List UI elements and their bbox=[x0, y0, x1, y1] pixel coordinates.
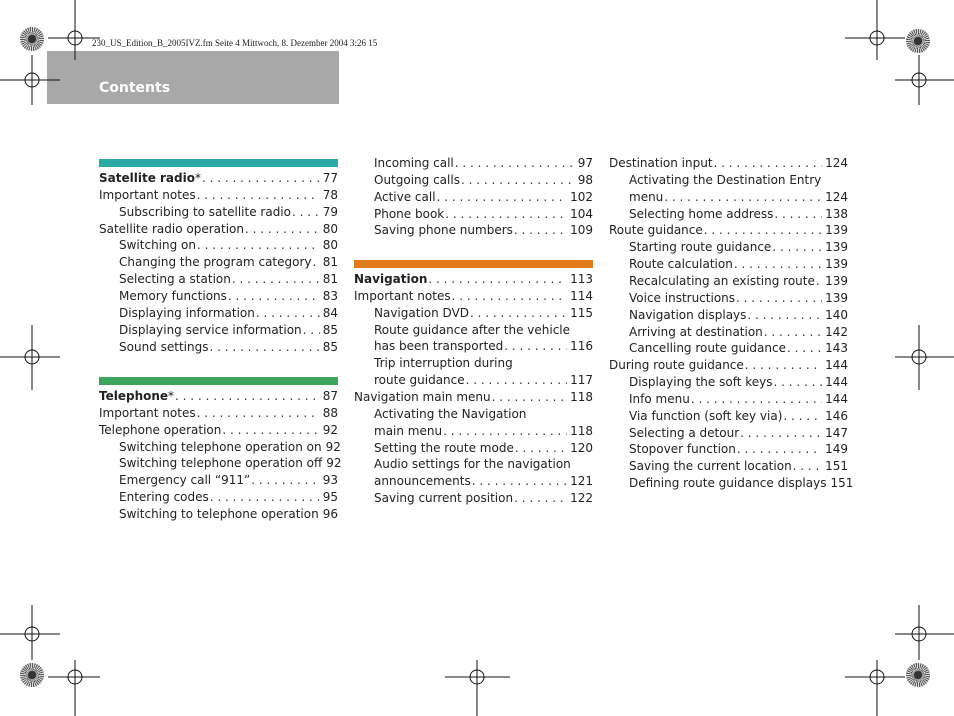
page-number: 143 bbox=[825, 341, 848, 356]
page-number: 92 bbox=[325, 439, 341, 454]
toc-label: Navigation main menu bbox=[354, 389, 491, 404]
optional-marker: * bbox=[168, 389, 175, 403]
toc-label: During route guidance bbox=[609, 358, 744, 373]
color-rosette-icon bbox=[20, 663, 44, 687]
crosshair-icon bbox=[895, 325, 954, 390]
page-number: 109 bbox=[570, 223, 593, 238]
toc-label: Emergency call “911” bbox=[119, 473, 251, 488]
page-number: 146 bbox=[825, 408, 848, 423]
page-number: 78 bbox=[322, 187, 338, 202]
toc-label: main menu bbox=[374, 423, 443, 438]
toc-label: Navigation bbox=[354, 272, 428, 286]
page-number: 114 bbox=[570, 288, 593, 303]
file-header: 230_US_Edition_B_2005IVZ.fm Seite 4 Mittwoch, 8. Dezember 2004 3:26 15 bbox=[92, 38, 378, 48]
toc-label: Destination input bbox=[609, 156, 713, 170]
crosshair-icon bbox=[0, 605, 60, 660]
page-number: 138 bbox=[825, 206, 848, 221]
optional-marker: * bbox=[194, 171, 201, 185]
toc-label: Displaying information bbox=[119, 305, 255, 320]
page-number: 118 bbox=[570, 389, 593, 404]
page-number: 92 bbox=[322, 422, 338, 437]
crosshair-icon bbox=[845, 0, 905, 60]
page-number: 77 bbox=[322, 171, 338, 185]
page-number: 144 bbox=[825, 375, 848, 390]
toc-label: route guidance bbox=[374, 373, 465, 388]
toc-label: Navigation displays bbox=[629, 307, 747, 322]
toc-label: Switching telephone operation off bbox=[119, 456, 323, 471]
page-number: 113 bbox=[570, 272, 593, 286]
toc-label: Important notes bbox=[99, 405, 196, 420]
toc-label: Important notes bbox=[354, 288, 451, 303]
page-number: 122 bbox=[570, 491, 593, 506]
toc-label: Defining route guidance displays bbox=[629, 476, 827, 491]
toc-label: Audio settings for the navigation bbox=[374, 457, 571, 472]
page-number: 95 bbox=[322, 490, 338, 505]
page-number: 151 bbox=[825, 459, 848, 474]
toc-label: Saving current position bbox=[374, 491, 514, 506]
page-number: 93 bbox=[322, 473, 338, 488]
crosshair-icon bbox=[895, 605, 954, 660]
toc-label: Saving the current location bbox=[629, 459, 792, 474]
page-number: 139 bbox=[825, 223, 848, 238]
page-number: 144 bbox=[825, 358, 848, 373]
toc-label: Trip interruption during bbox=[374, 356, 513, 371]
toc-label: Setting the route mode bbox=[374, 440, 514, 455]
toc-label: Stopover function bbox=[629, 442, 736, 457]
page-number: 80 bbox=[322, 238, 338, 253]
toc-label: Arriving at destination bbox=[629, 324, 763, 339]
toc-label: Saving phone numbers bbox=[374, 223, 513, 238]
page-number: 139 bbox=[825, 240, 848, 255]
page-number: 97 bbox=[577, 156, 593, 170]
page-number: 124 bbox=[825, 189, 848, 204]
toc-label: Route calculation bbox=[629, 257, 733, 272]
page-number: 140 bbox=[825, 307, 848, 322]
page-number: 104 bbox=[570, 206, 593, 221]
page-number: 85 bbox=[322, 322, 338, 337]
toc-label: Switching telephone operation on bbox=[119, 439, 322, 454]
toc-label: Active call bbox=[374, 189, 436, 204]
page-number: 147 bbox=[825, 425, 848, 440]
page-number: 81 bbox=[322, 255, 338, 270]
toc-label: Satellite radio operation bbox=[99, 221, 244, 236]
toc-label: Changing the program category bbox=[119, 255, 312, 270]
page-number: 116 bbox=[570, 339, 593, 354]
page-number: 92 bbox=[326, 456, 342, 471]
page-number: 120 bbox=[570, 440, 593, 455]
page-number: 88 bbox=[322, 405, 338, 420]
toc-label: Phone book bbox=[374, 206, 445, 221]
page-number: 81 bbox=[322, 272, 338, 287]
page-number: 83 bbox=[322, 288, 338, 303]
toc-label: menu bbox=[629, 189, 664, 204]
toc-label: Telephone bbox=[99, 389, 169, 403]
toc-label: Activating the Destination Entry bbox=[629, 172, 822, 187]
color-rosette-icon bbox=[20, 27, 44, 51]
crosshair-icon bbox=[48, 660, 100, 716]
toc-label: Activating the Navigation bbox=[374, 406, 527, 421]
toc-label: Subscribing to satellite radio bbox=[119, 204, 291, 219]
crosshair-icon bbox=[895, 55, 954, 105]
page-title: Contents bbox=[99, 80, 171, 96]
toc-label: Telephone operation bbox=[99, 422, 222, 437]
toc-label: Displaying service information bbox=[119, 322, 302, 337]
page-number: 80 bbox=[322, 221, 338, 236]
crosshair-icon bbox=[0, 325, 60, 390]
toc-label: Entering codes bbox=[119, 490, 209, 505]
toc-label: Voice instructions bbox=[629, 290, 736, 305]
crosshair-icon bbox=[0, 55, 60, 105]
page-number: 115 bbox=[570, 305, 593, 320]
page-number: 102 bbox=[570, 189, 593, 204]
page-number: 149 bbox=[825, 442, 848, 457]
toc-label: Via function (soft key via) bbox=[629, 408, 783, 423]
page-number: 142 bbox=[825, 324, 848, 339]
toc-label: Important notes bbox=[99, 187, 196, 202]
crosshair-icon bbox=[48, 0, 100, 60]
toc-label: Starting route guidance bbox=[629, 240, 772, 255]
toc-label: announcements bbox=[374, 474, 471, 489]
page-number: 85 bbox=[322, 339, 338, 354]
page-number: 151 bbox=[830, 476, 854, 491]
toc-label: Sound settings bbox=[119, 339, 209, 354]
toc-label: Incoming call bbox=[374, 156, 454, 170]
color-rosette-icon bbox=[906, 663, 930, 687]
toc-label: Cancelling route guidance bbox=[629, 341, 786, 356]
toc-label: Info menu bbox=[629, 391, 690, 406]
toc-label: Selecting a station bbox=[119, 272, 231, 287]
toc-label: Route guidance bbox=[609, 223, 703, 238]
page-number: 144 bbox=[825, 391, 848, 406]
page-number: 121 bbox=[570, 474, 593, 489]
crosshair-icon bbox=[445, 660, 510, 716]
toc-label: Displaying the soft keys bbox=[629, 375, 773, 390]
toc-label: Route guidance after the vehicle bbox=[374, 322, 571, 337]
crosshair-icon bbox=[845, 660, 905, 716]
page-number: 118 bbox=[570, 423, 593, 438]
page-number: 84 bbox=[322, 305, 338, 320]
page-number: 96 bbox=[322, 506, 338, 521]
toc-label: Switching to telephone operation bbox=[119, 506, 319, 521]
page-number: 139 bbox=[825, 273, 848, 288]
page-number: 139 bbox=[825, 290, 848, 305]
page-number: 139 bbox=[825, 257, 848, 272]
page-number: 124 bbox=[825, 156, 848, 170]
toc-label: Satellite radio bbox=[99, 171, 195, 185]
toc-label: Switching on bbox=[119, 238, 196, 253]
color-rosette-icon bbox=[906, 29, 930, 53]
toc-label: has been transported bbox=[374, 339, 504, 354]
toc-label: Memory functions bbox=[119, 288, 227, 303]
toc-label: Outgoing calls bbox=[374, 172, 460, 187]
toc-label: Recalculating an existing route bbox=[629, 273, 815, 288]
page-number: 117 bbox=[570, 373, 593, 388]
toc-label: Navigation DVD bbox=[374, 305, 470, 320]
toc-label: Selecting home address bbox=[629, 206, 774, 221]
page-number: 87 bbox=[322, 389, 338, 403]
toc-label: Selecting a detour bbox=[629, 425, 740, 440]
page-number: 79 bbox=[322, 204, 338, 219]
page-number: 98 bbox=[577, 172, 593, 187]
